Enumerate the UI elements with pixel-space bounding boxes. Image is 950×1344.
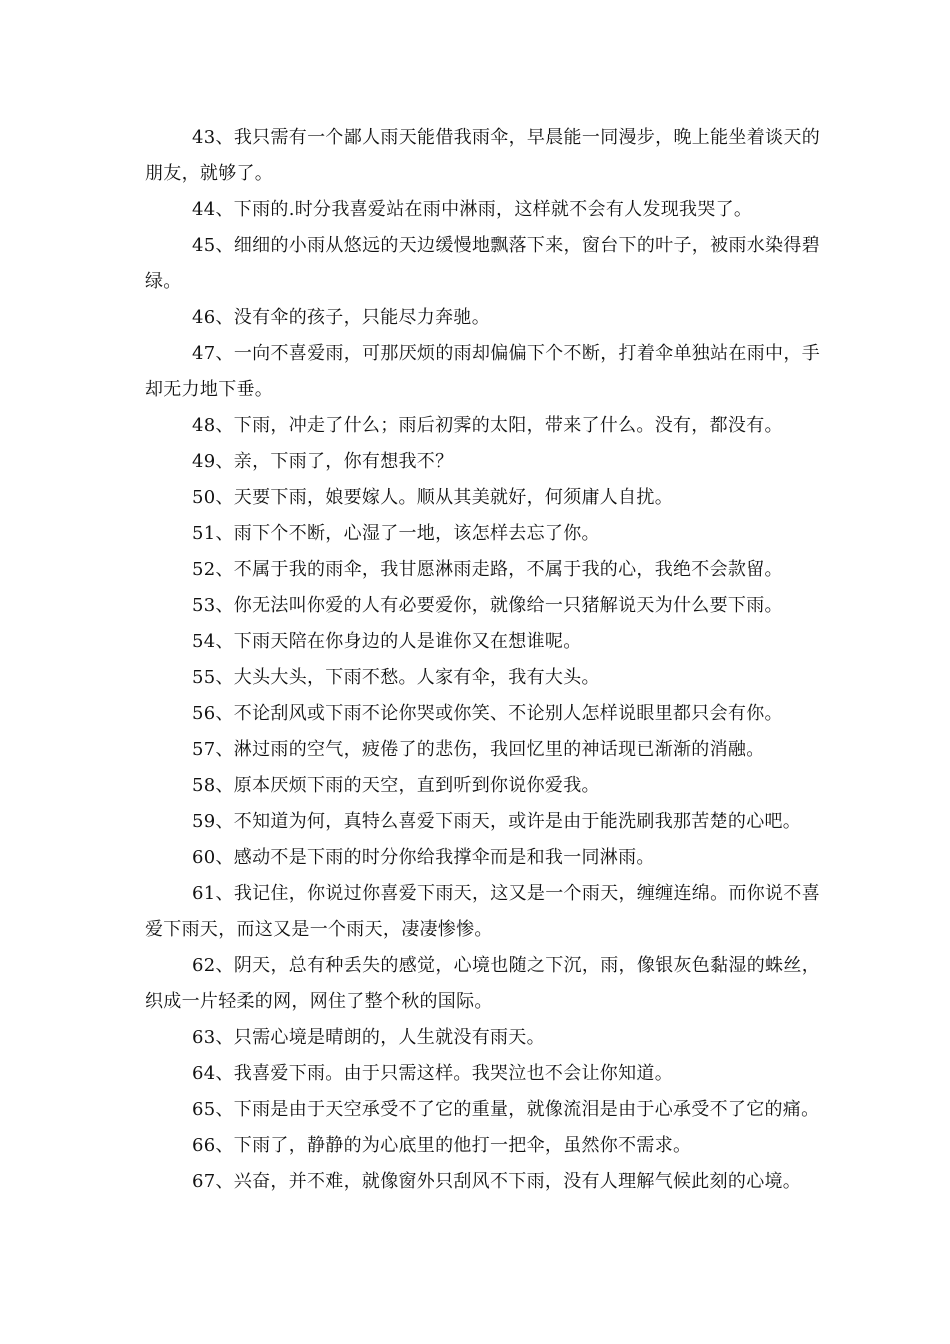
paragraph-49: 49、亲，下雨了，你有想我不？	[192, 451, 454, 472]
paragraph-61: 61、我记住，你说过你喜爱下雨天，这又是一个雨天，缠缠连绵。而你说不喜爱下雨天，而这又是一个雨天，凄凄惨惨。	[145, 883, 820, 940]
paragraph-64: 64、我喜爱下雨。由于只需这样。我哭泣也不会让你知道。	[192, 1063, 674, 1084]
paragraph-43: 43、我只需有一个鄙人雨天能借我雨伞，早晨能一同漫步，晚上能坐着谈天的朋友，就够了。	[145, 127, 820, 184]
paragraph-53: 53、你无法叫你爱的人有必要爱你，就像给一只猪解说天为什么要下雨。	[192, 595, 783, 616]
paragraph-55: 55、大头大头，下雨不愁。人家有伞，我有大头。	[192, 667, 600, 688]
paragraph-44: 44、下雨的.时分我喜爱站在雨中淋雨，这样就不会有人发现我哭了。	[192, 199, 753, 220]
paragraph-60: 60、感动不是下雨的时分你给我撑伞而是和我一同淋雨。	[192, 847, 655, 868]
paragraph-52: 52、不属于我的雨伞，我甘愿淋雨走路，不属于我的心，我绝不会款留。	[192, 559, 783, 580]
document-body	[145, 120, 820, 1200]
paragraph-47: 47、一向不喜爱雨，可那厌烦的雨却偏偏下个不断，打着伞单独站在雨中，手却无力地下垂。	[145, 343, 820, 400]
paragraph-45: 45、细细的小雨从悠远的天边缓慢地飘落下来，窗台下的叶子，被雨水染得碧绿。	[145, 235, 820, 292]
paragraph-50: 50、天要下雨，娘要嫁人。顺从其美就好，何须庸人自扰。	[192, 487, 674, 508]
paragraph-57: 57、淋过雨的空气，疲倦了的悲伤，我回忆里的神话现已渐渐的消融。	[192, 739, 765, 760]
paragraph-51: 51、雨下个不断，心湿了一地，该怎样去忘了你。	[192, 523, 600, 544]
paragraph-48: 48、下雨，冲走了什么；雨后初霁的太阳，带来了什么。没有，都没有。	[192, 415, 783, 436]
paragraph-62: 62、阴天，总有种丢失的感觉，心境也随之下沉，雨，像银灰色黏湿的蛛丝，织成一片轻柔的网，网住了整个秋的国际。	[145, 955, 820, 1012]
paragraph-59: 59、不知道为何，真特么喜爱下雨天，或许是由于能洗刷我那苦楚的心吧。	[192, 811, 802, 832]
paragraph-67: 67、兴奋，并不难，就像窗外只刮风不下雨，没有人理解气候此刻的心境。	[192, 1171, 802, 1192]
paragraph-46: 46、没有伞的孩子，只能尽力奔驰。	[192, 307, 491, 328]
paragraph-65: 65、下雨是由于天空承受不了它的重量，就像流泪是由于心承受不了它的痛。	[192, 1099, 820, 1120]
paragraph-58: 58、原本厌烦下雨的天空，直到听到你说你爱我。	[192, 775, 600, 796]
paragraph-63: 63、只需心境是晴朗的，人生就没有雨天。	[192, 1027, 545, 1048]
paragraph-56: 56、不论刮风或下雨不论你哭或你笑、不论别人怎样说眼里都只会有你。	[192, 703, 783, 724]
paragraph-54: 54、下雨天陪在你身边的人是谁你又在想谁呢。	[192, 631, 582, 652]
paragraph-66: 66、下雨了，静静的为心底里的他打一把伞，虽然你不需求。	[192, 1135, 692, 1156]
